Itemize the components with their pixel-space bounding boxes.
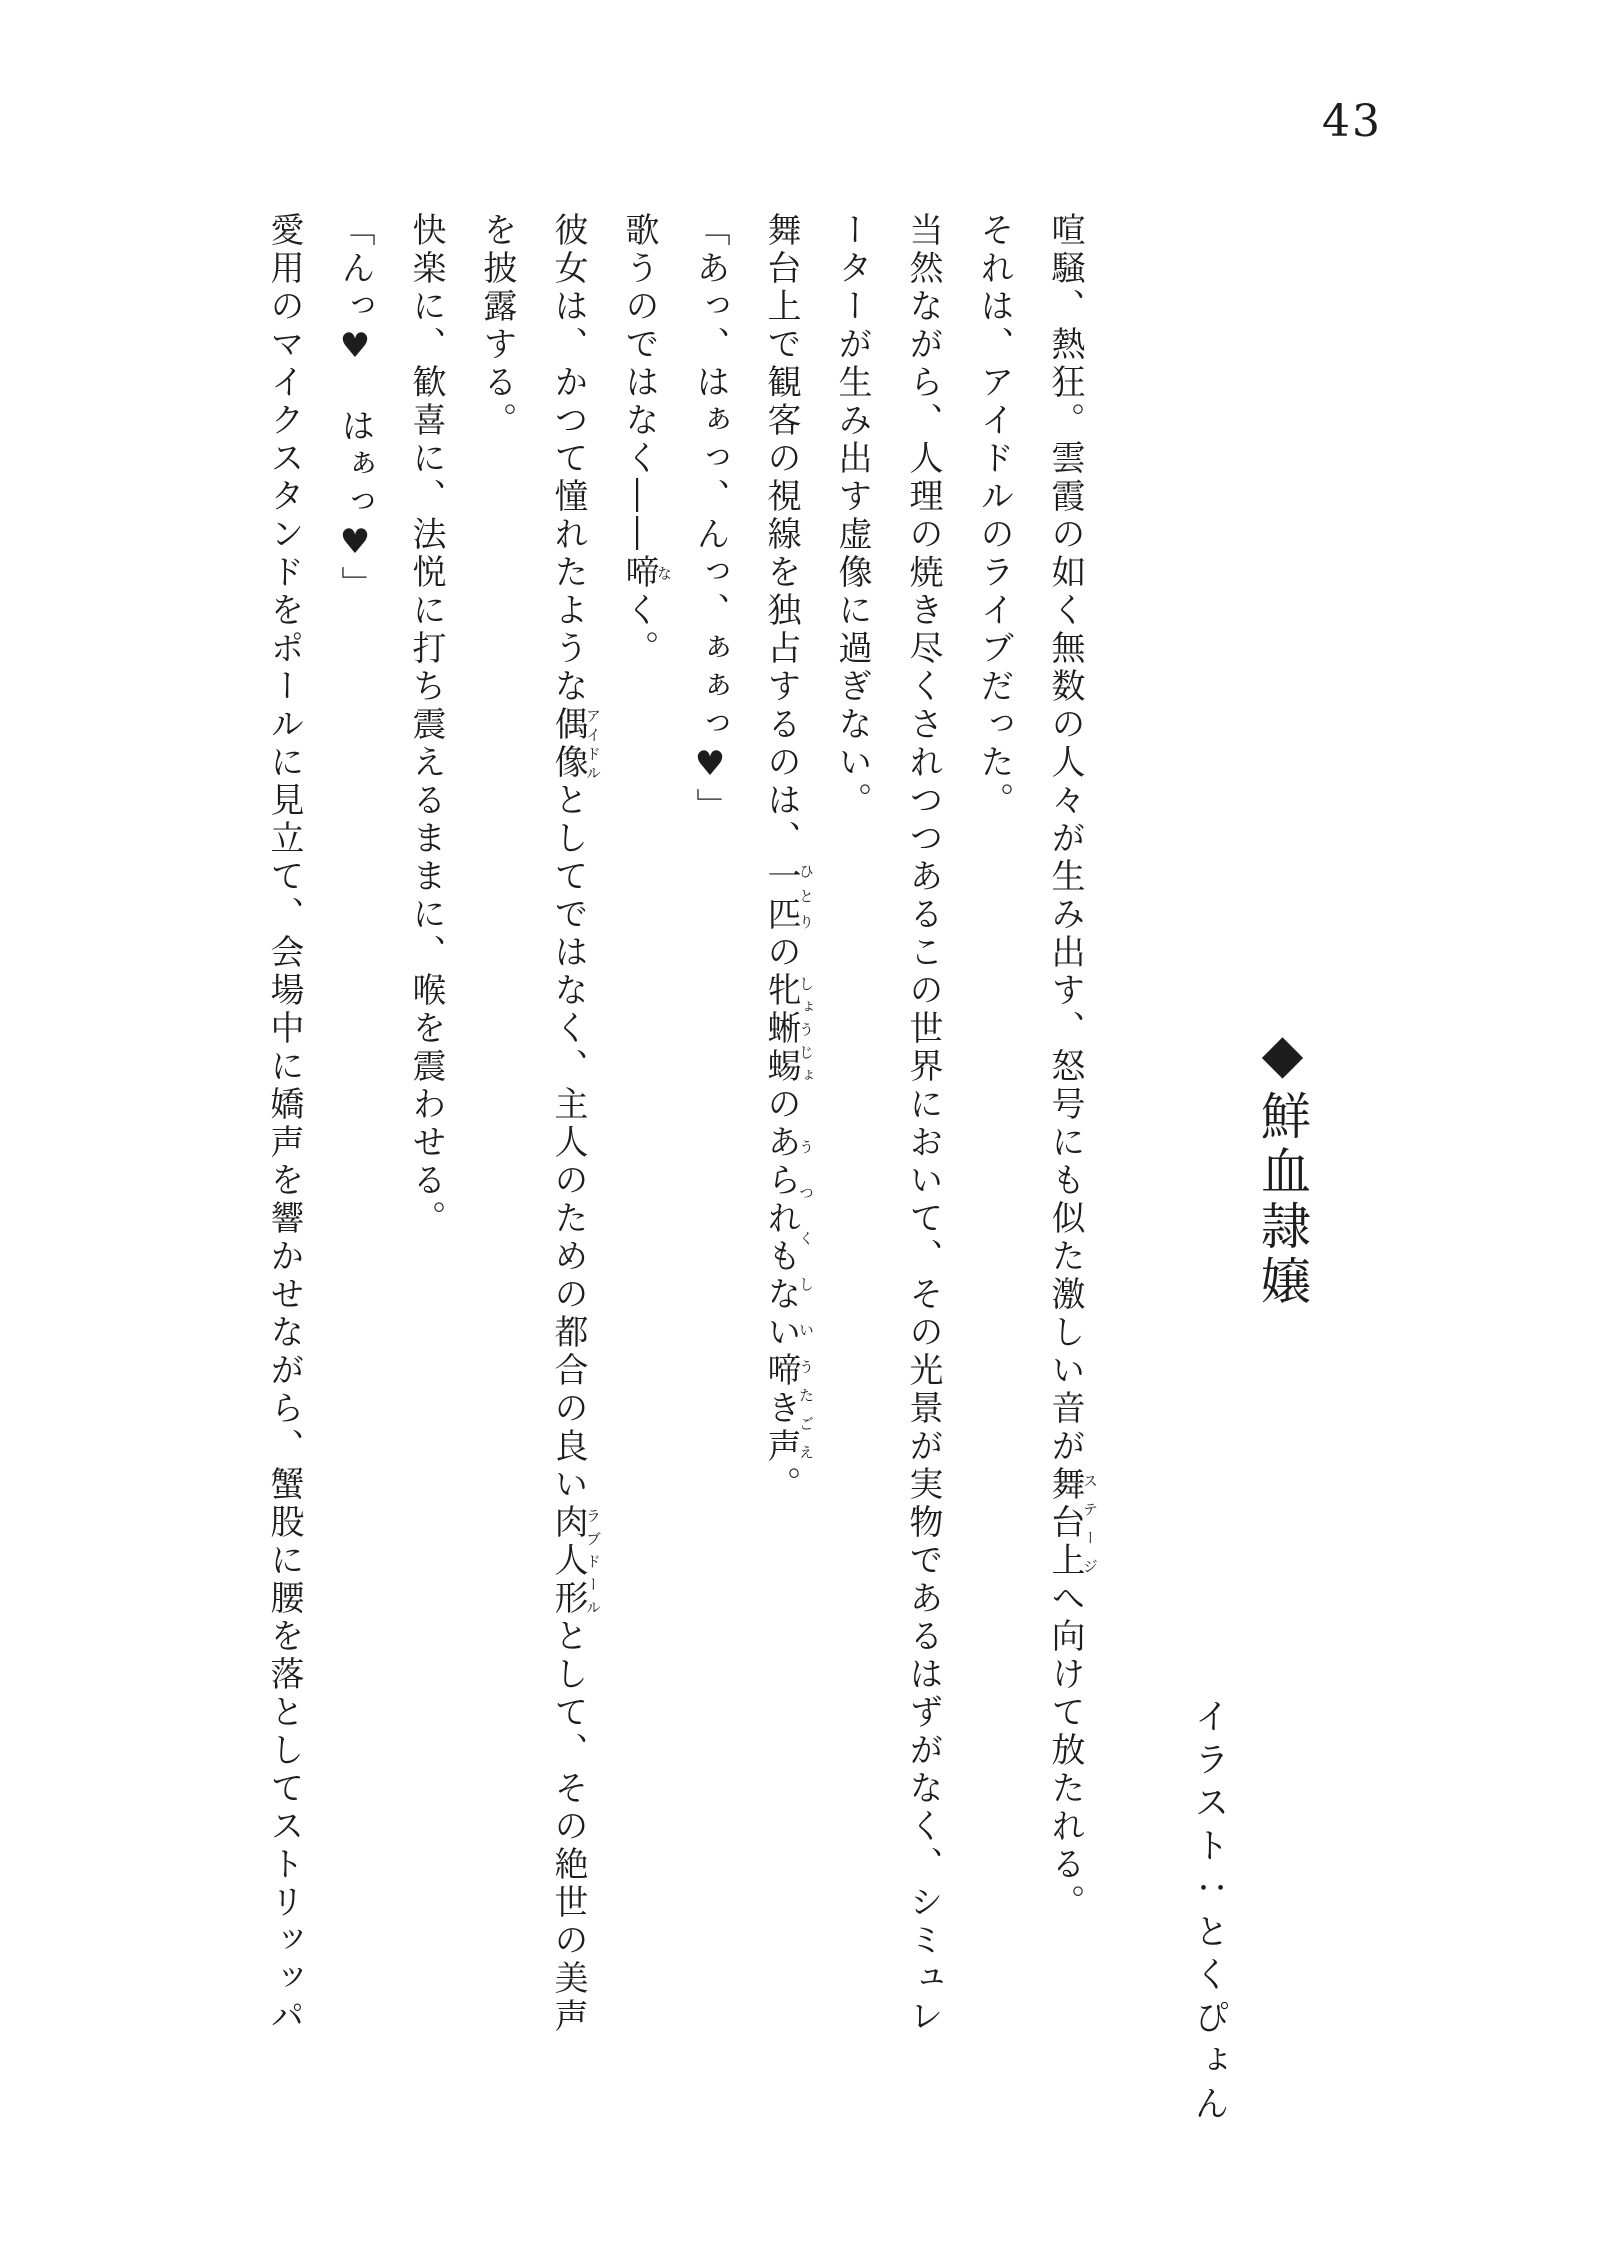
text-run: 快楽に、歓喜に、法悦に打ち震えるままに、喉を震わせる。 <box>406 212 446 1238</box>
ruby-base: あられもないうつくしい <box>761 1124 815 1352</box>
text-column <box>887 212 958 2192</box>
text-run: の <box>761 934 801 972</box>
text-run: 彼女は、かつて憧れたような <box>548 212 588 706</box>
text-run: 喧騒、熱狂。雲霞の如く無数の人々が生み出す、怒号にも似た激しい音が <box>1045 212 1085 1466</box>
text-run: 「んっ♥ はぁっ♥」 <box>335 212 375 604</box>
text-column <box>603 212 674 2192</box>
text-column <box>461 212 532 2192</box>
text-run: 歌うのではなく―― <box>619 212 659 554</box>
text-run: の <box>761 1086 801 1124</box>
ruby-base: 牝蜥蜴しょうじょ <box>761 972 815 1086</box>
text-run: 愛用のマイクスタンドをポールに見立て、会場中に嬌声を響かせながら、蟹股に腰を落としてストリッッパ <box>264 212 304 2036</box>
chapter-title <box>1246 1022 1318 1310</box>
body-text <box>248 212 1100 2192</box>
text-run: ーターが生み出す虚像に過ぎない。 <box>832 212 872 820</box>
ruby-text: うたごえ <box>797 1352 815 1466</box>
chapter-title-text: 鮮血隷嬢 <box>1253 1090 1311 1310</box>
text-column <box>958 212 1029 2192</box>
ruby-base: 肉人形ラブドール <box>548 1504 602 1618</box>
text-run: 。 <box>761 1466 801 1504</box>
ruby-text: ラブドール <box>584 1504 602 1618</box>
text-run: として、その絶世の美声 <box>548 1618 588 2036</box>
text-column <box>248 212 319 2192</box>
ruby-text: アイドル <box>584 706 602 782</box>
text-column <box>745 212 816 2192</box>
page-number: 43 <box>1322 96 1382 147</box>
text-column <box>674 212 745 2192</box>
ruby-text: ひとり <box>797 858 815 934</box>
text-run: 「あっ、はぁっ、んっ、ぁぁっ♥」 <box>690 212 730 826</box>
text-column <box>816 212 887 2192</box>
text-column <box>532 212 603 2192</box>
text-run: 当然ながら、人理の焼き尽くされつつあるこの世界において、その光景が実物であるはずがなく、シミュレ <box>903 212 943 2036</box>
text-run: としてではなく、主人のための都合の良い <box>548 782 588 1504</box>
text-column <box>319 212 390 2192</box>
text-run: く。 <box>619 592 659 668</box>
ruby-base: 啼な <box>619 554 673 592</box>
text-column <box>1029 212 1100 2192</box>
illustrator-credit: イラスト：とくぴょん <box>1189 1698 1229 2128</box>
ruby-base: 啼き声うたごえ <box>761 1352 815 1466</box>
text-column <box>390 212 461 2192</box>
text-run: 舞台上で観客の視線を独占するのは、 <box>761 212 801 858</box>
ruby-base: 偶像アイドル <box>548 706 602 782</box>
ruby-text: な <box>655 554 673 592</box>
text-run: を披露する。 <box>477 212 517 440</box>
ruby-text: ステージ <box>1081 1466 1099 1580</box>
ruby-base: 舞台上ステージ <box>1045 1466 1099 1580</box>
chapter-diamond-icon: ◆ <box>1251 1022 1314 1090</box>
text-run: それは、アイドルのライブだった。 <box>974 212 1014 820</box>
ruby-text: うつくしい <box>797 1124 815 1352</box>
text-run: へ向けて放たれる。 <box>1045 1580 1085 1922</box>
ruby-base: 一匹ひとり <box>761 858 815 934</box>
ruby-text: しょうじょ <box>797 972 815 1086</box>
